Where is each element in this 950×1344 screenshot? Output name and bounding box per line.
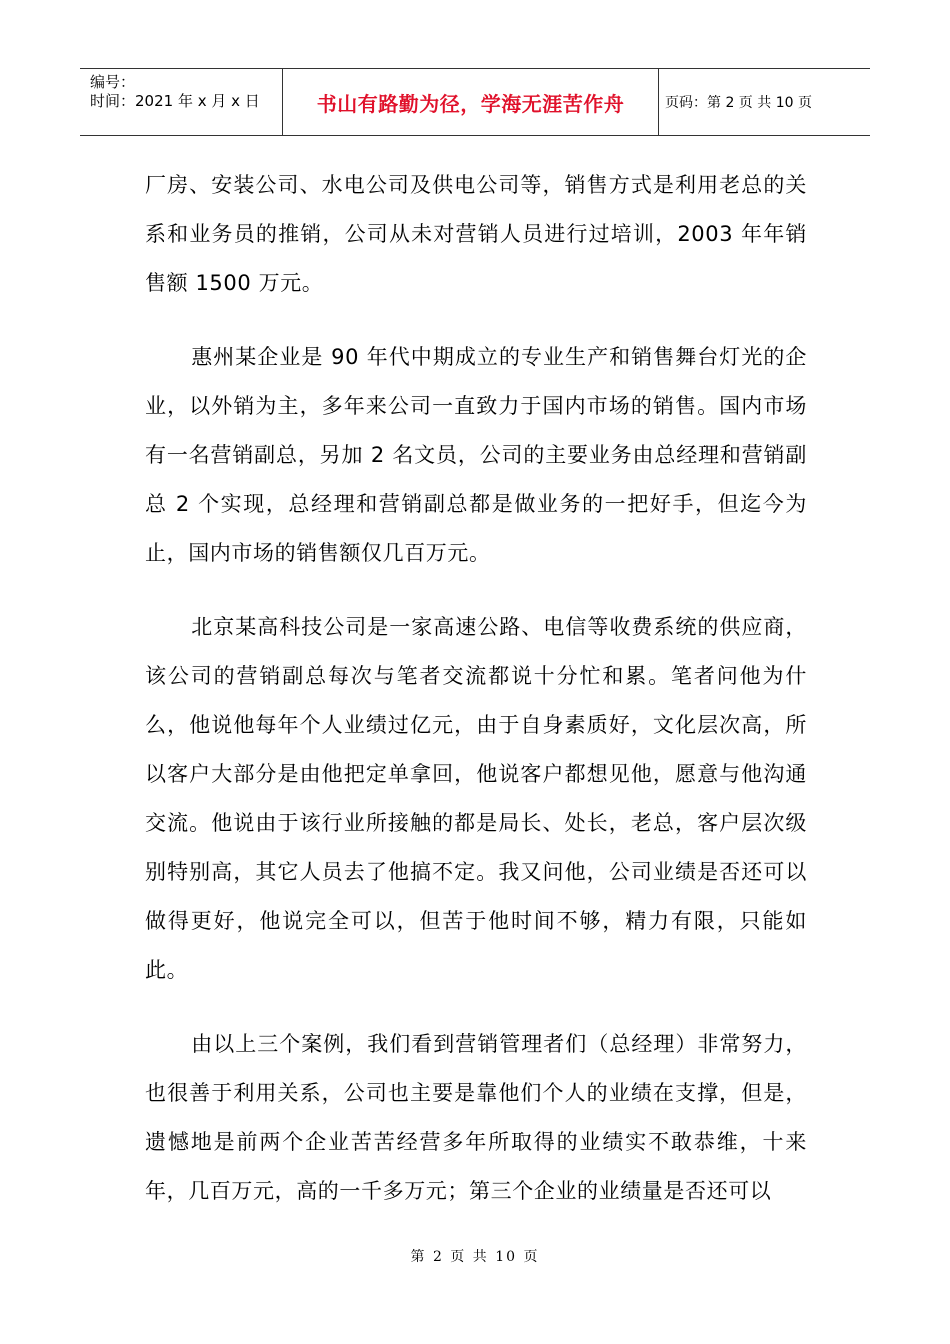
document-header [80, 68, 870, 136]
header-motto: 书山有路勤为径，学海无涯苦作舟 [316, 91, 625, 116]
paragraph-continued: 厂房、安装公司、水电公司及供电公司等，销售方式是利用老总的关系和业务员的推销，公司从未对营销人员进行过培训，2003 年年销售额 1500 万元。 [145, 173, 807, 295]
paragraph-huizhou-case: 惠州某企业是 90 年代中期成立的专业生产和销售舞台灯光的企业，以外销为主，多年来公司一直致力于国内市场的销售。国内市场有一名营销副总，另加 2 名文员，公司的主要业务由总经理和营销副总 2 个实现，总经理和营销副总都是做业务的一把好手，但迄今为止，国内市场的销售额仅几百万元。 [145, 345, 807, 565]
header-page-info: 页码：第 2 页 共 10 页 [665, 95, 812, 111]
header-meta-cell [80, 69, 283, 135]
page-footer: 第 2 页 共 10 页 [410, 1249, 540, 1265]
document-date-label: 时间：2021 年 x 月 x 日 [90, 92, 260, 110]
document-body [145, 161, 807, 1241]
header-page-cell [659, 69, 870, 135]
paragraph-beijing-case: 北京某高科技公司是一家高速公路、电信等收费系统的供应商，该公司的营销副总每次与笔者交流都说十分忙和累。笔者问他为什么，他说他每年个人业绩过亿元，由于自身素质好，文化层次高，所以客户大部分是由他把定单拿回，他说客户都想见他，愿意与他沟通交流。他说由于该行业所接触的都是局长、处长，老总，客户层次级别特别高，其它人员去了他搞不定。我又问他，公司业绩是否还可以做得更好，他说完全可以，但苦于他时间不够，精力有限，只能如此。 [145, 615, 807, 982]
paragraph-summary: 由以上三个案例，我们看到营销管理者们（总经理）非常努力，也很善于利用关系，公司也主要是靠他们个人的业绩在支撑，但是，遗憾地是前两个企业苦苦经营多年所取得的业绩实不敢恭维，十来年，几百万元，高的一千多万元；第三个企业的业绩量是否还可以 [145, 1032, 807, 1203]
header-motto-cell [283, 69, 659, 135]
document-number-label: 编号： [90, 73, 136, 91]
